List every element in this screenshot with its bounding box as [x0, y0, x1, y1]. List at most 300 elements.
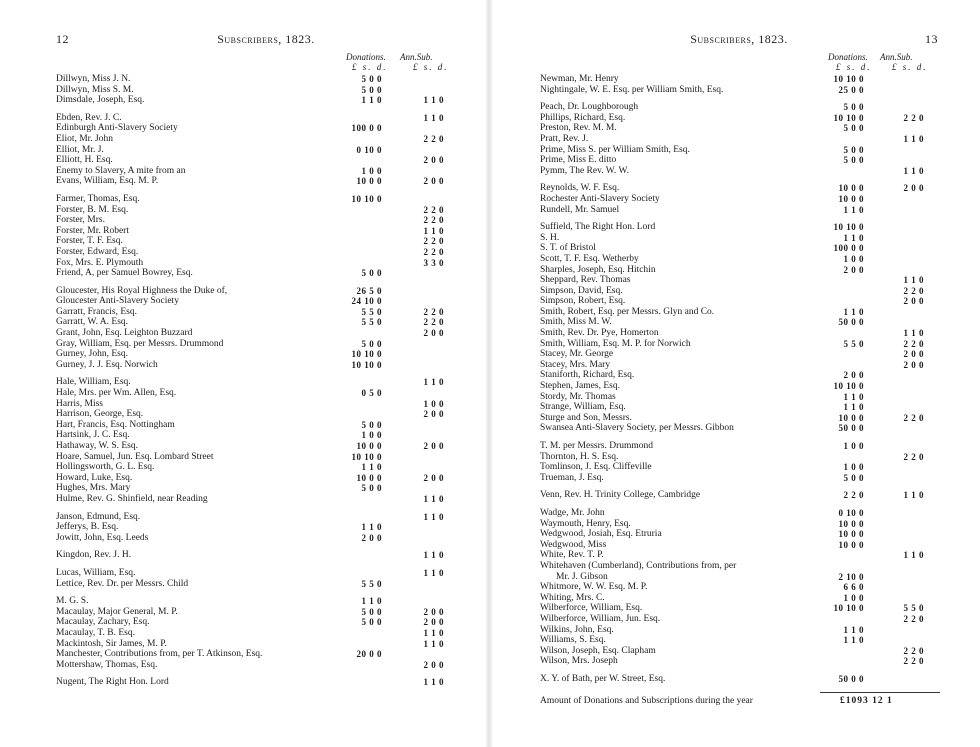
table-row: [56, 512, 476, 523]
table-row: [56, 74, 476, 85]
annual-sub-amount: 1 1 0: [423, 225, 444, 236]
annual-sub-amount: 1 1 0: [423, 627, 444, 638]
table-row: [540, 85, 938, 96]
donation-amount: 5 0 0: [843, 155, 864, 166]
table-row: [540, 550, 938, 561]
donation-amount: 1 1 0: [843, 391, 864, 402]
subscriber-name: Jefferys, B. Esq.: [56, 522, 119, 533]
subscriber-name: Hughes, Mrs. Mary: [56, 483, 131, 494]
subscriber-name: Whitmore, W. W. Esq. M. P.: [540, 582, 648, 593]
subscriber-name: Rundell, Mr. Samuel: [540, 204, 620, 215]
table-row: [56, 409, 476, 420]
subscriber-name: Gloucester Anti-Slavery Society: [56, 296, 179, 307]
subscriber-name: Macaulay, T. B. Esq.: [56, 627, 135, 638]
donation-amount: 10 10 0: [351, 193, 382, 204]
annual-sub-amount: 2 0 0: [423, 617, 444, 628]
table-row: [56, 155, 476, 166]
table-row: [56, 268, 476, 279]
donation-amount: 2 0 0: [843, 264, 864, 275]
annual-sub-amount: 2 2 0: [423, 215, 444, 226]
table-row: [56, 452, 476, 463]
subscriber-name: Hale, William, Esq.: [56, 377, 131, 388]
table-row: [540, 490, 938, 501]
subscriber-name: Hoare, Samuel, Jun. Esq. Lombard Street: [56, 451, 214, 462]
donation-amount: 100 0 0: [351, 123, 382, 134]
subscriber-name: Hulme, Rev. G. Shinfield, near Reading: [56, 493, 208, 504]
subscriber-name: Stacey, Mr. George: [540, 349, 614, 360]
table-row: [540, 635, 938, 646]
subscriber-name: Forster, B. M. Esq.: [56, 204, 129, 215]
subscriber-name: Friend, A, per Samuel Bowrey, Esq.: [56, 268, 193, 279]
subscriber-name: Sharples, Joseph, Esq. Hitchin: [540, 264, 656, 275]
total-value: £1093 12 1: [840, 696, 893, 707]
subscriber-name: Dillwyn, Miss S. M.: [56, 84, 134, 95]
subscriber-name: Macaulay, Zachary, Esq.: [56, 617, 150, 628]
subscriber-name: T. M. per Messrs. Drummond: [540, 441, 654, 451]
subscriber-name: Rochester Anti-Slavery Society: [540, 193, 660, 204]
subscriber-name: Mottershaw, Thomas, Esq.: [56, 659, 158, 670]
annual-sub-amount: 2 0 0: [423, 441, 444, 451]
subscriber-name: Phillips, Richard, Esq.: [540, 112, 626, 123]
donation-amount: 5 5 0: [361, 578, 382, 589]
subscriber-name: Eliot, Mr. John: [56, 133, 114, 144]
annual-sub-heading: Ann.Sub.: [880, 52, 913, 62]
annual-sub-amount: 1 1 0: [423, 638, 444, 649]
subscriber-name: Stephen, James, Esq.: [540, 381, 620, 392]
donation-amount: 5 0 0: [361, 74, 382, 84]
donation-amount: 5 0 0: [843, 102, 864, 113]
subscriber-name: Howard, Luke, Esq.: [56, 472, 133, 483]
subscriber-name: Mackintosh, Sir James, M. P.: [56, 638, 167, 649]
subscriber-name: Venn, Rev. H. Trinity College, Cambridge: [540, 490, 701, 501]
donation-amount: 2 0 0: [361, 532, 382, 543]
annual-sub-amount: 1 1 0: [903, 275, 924, 286]
donation-amount: 1 0 0: [843, 462, 864, 473]
subscriber-name: Wilkins, John, Esq.: [540, 624, 614, 635]
table-row: [540, 155, 938, 166]
table-row: [56, 607, 476, 618]
donation-amount: 10 0 0: [838, 539, 864, 550]
subscriber-name: Hart, Francis, Esq. Nottingham: [56, 419, 175, 430]
table-row: [540, 286, 938, 297]
donation-amount: 1 0 0: [361, 165, 382, 176]
donation-amount: 2 10 0: [838, 571, 864, 582]
table-row: [540, 123, 938, 134]
table-row: [56, 286, 476, 297]
table-row: [56, 483, 476, 494]
table-row: [56, 328, 476, 339]
page-number: 13: [925, 32, 938, 46]
table-row: [540, 205, 938, 216]
subscriber-name: Wilberforce, William, Esq.: [540, 603, 643, 614]
donation-amount: 1 0 0: [843, 592, 864, 603]
donation-amount: 26 5 0: [356, 285, 382, 296]
annual-sub-amount: 2 2 0: [903, 112, 924, 123]
subscriber-name: Smith, William, Esq. M. P. for Norwich: [540, 338, 691, 349]
annual-sub-amount: 2 2 0: [423, 236, 444, 247]
subscriber-list: [56, 74, 476, 688]
subscriber-name: Forster, Mr. Robert: [56, 225, 129, 236]
subscriber-name: Strange, William, Esq.: [540, 402, 626, 413]
donation-amount: 24 10 0: [351, 296, 382, 307]
donation-amount: 1 1 0: [843, 204, 864, 215]
annual-sub-amount: 2 0 0: [423, 409, 444, 420]
donation-amount: 5 5 0: [361, 306, 382, 317]
table-row: [56, 339, 476, 350]
annual-sub-amount: 2 0 0: [903, 359, 924, 370]
subscriber-name: Gloucester, His Royal Highness the Duke of,: [56, 285, 228, 296]
donation-amount: 10 10 0: [833, 603, 864, 614]
table-row: [540, 296, 938, 307]
table-row: [540, 646, 938, 657]
table-row: [540, 572, 938, 583]
subscriber-name: Prime, Miss S. per William Smith, Esq.: [540, 144, 690, 155]
annual-sub-amount: 2 0 0: [423, 472, 444, 483]
annual-sub-amount: 1 1 0: [423, 677, 444, 688]
donation-amount: 5 0 0: [361, 338, 382, 349]
running-head: [56, 32, 476, 52]
table-row: [56, 95, 476, 106]
table-row: [540, 349, 938, 360]
donation-amount: 2 2 0: [843, 490, 864, 501]
subscriber-name: Prime, Miss E. ditto: [540, 155, 617, 166]
subscriber-name: Dimsdale, Joseph, Esq.: [56, 95, 145, 106]
donation-amount: 5 0 0: [361, 606, 382, 617]
subscriber-name: Farmer, Thomas, Esq.: [56, 193, 140, 204]
table-row: [56, 660, 476, 671]
running-head: [540, 32, 938, 52]
subscriber-name: Whiting, Mrs. C.: [540, 592, 605, 603]
table-row: [540, 540, 938, 551]
table-row: [540, 614, 938, 625]
subscriber-name: Wilson, Mrs. Joseph: [540, 656, 618, 667]
subscriber-name: Wadge, Mr. John: [540, 507, 605, 518]
table-row: [540, 370, 938, 381]
annual-sub-amount: 2 2 0: [903, 285, 924, 296]
donation-amount: 10 10 0: [351, 349, 382, 360]
table-row: [56, 226, 476, 237]
donation-amount: 10 0 0: [356, 176, 382, 187]
annual-sub-amount: 1 1 0: [423, 95, 444, 106]
subscriber-name: Manchester, Contributions from, per T. Atkinson, Esq.: [56, 649, 263, 660]
subscriber-name: Sheppard, Rev. Thomas: [540, 275, 631, 286]
subscriber-name: Peach, Dr. Loughborough: [540, 102, 639, 113]
table-row: [540, 183, 938, 194]
annual-units: £ s. d.: [413, 62, 449, 72]
donations-units: £ s. d.: [352, 62, 388, 72]
table-row: [56, 145, 476, 156]
table-row: [540, 423, 938, 434]
donation-amount: 5 0 0: [361, 617, 382, 628]
table-row: [540, 339, 938, 350]
annual-sub-heading: Ann.Sub.: [400, 52, 433, 62]
table-row: [540, 102, 938, 113]
subscriber-name: Gurney, J. J. Esq. Norwich: [56, 359, 158, 370]
running-title: Subscribers, 1823.: [217, 32, 315, 46]
table-row: [56, 596, 476, 607]
table-row: [56, 113, 476, 124]
subscriber-name: Preston, Rev. M. M.: [540, 123, 617, 134]
subscriber-name: S. H.: [540, 232, 560, 243]
table-row: [56, 430, 476, 441]
table-row: [56, 388, 476, 399]
subscriber-name: Thornton, H. S. Esq.: [540, 451, 619, 462]
subscriber-name: Elliott, H. Esq.: [56, 155, 113, 166]
table-row: [540, 360, 938, 371]
table-row: [56, 677, 476, 688]
subscriber-name: Wilson, Joseph, Esq. Clapham: [540, 645, 656, 656]
subscriber-name: Hathaway, W. S. Esq.: [56, 441, 138, 451]
donations-units: £ s. d.: [836, 62, 872, 72]
annual-sub-amount: 1 1 0: [903, 165, 924, 176]
subscriber-name: Pratt, Rev. J.: [540, 133, 589, 144]
subscriber-name: Whitehaven (Cumberland), Contributions from, per: [540, 560, 737, 571]
donation-amount: 25 0 0: [838, 84, 864, 95]
subscriber-name: Lucas, William, Esq.: [56, 567, 136, 578]
donation-amount: 1 1 0: [361, 95, 382, 106]
table-row: [56, 522, 476, 533]
annual-sub-amount: 2 2 0: [903, 412, 924, 423]
table-row: [540, 519, 938, 530]
subscriber-name: Suffield, The Right Hon. Lord: [540, 222, 656, 233]
table-row: [540, 561, 938, 572]
donation-amount: 5 0 0: [361, 84, 382, 95]
subscriber-name: Wedgwood, Miss: [540, 539, 607, 550]
subscriber-name: Hartsink, J. C. Esq.: [56, 430, 130, 441]
subscriber-name: M. G. S.: [56, 596, 89, 607]
annual-sub-amount: 2 0 0: [903, 183, 924, 194]
annual-sub-amount: 2 2 0: [903, 338, 924, 349]
subscriber-name: Elliot, Mr. J.: [56, 144, 104, 155]
subscriber-name: Wilberforce, William, Jun. Esq.: [540, 613, 661, 624]
table-row: [540, 656, 938, 667]
subscriber-name: Ebden, Rev. J. C.: [56, 112, 122, 123]
annual-sub-amount: 2 0 0: [423, 659, 444, 670]
annual-sub-amount: 2 0 0: [423, 328, 444, 339]
annual-sub-amount: 1 1 0: [423, 377, 444, 388]
donation-amount: 10 0 0: [356, 441, 382, 451]
table-row: [540, 402, 938, 413]
table-row: [56, 628, 476, 639]
donation-amount: 1 0 0: [843, 253, 864, 264]
table-row: [56, 377, 476, 388]
table-row: [56, 247, 476, 258]
annual-sub-amount: 2 0 0: [423, 606, 444, 617]
table-row: [56, 85, 476, 96]
table-row: [540, 145, 938, 156]
table-row: [56, 494, 476, 505]
donation-amount: 1 1 0: [843, 624, 864, 635]
subscriber-name: Forster, Mrs.: [56, 215, 105, 226]
subscriber-name: Harris, Miss: [56, 398, 103, 409]
donation-amount: 1 1 0: [843, 232, 864, 243]
page-number: 12: [56, 32, 69, 46]
right-page: [490, 0, 980, 747]
subscriber-name: Lettice, Rev. Dr. per Messrs. Child: [56, 578, 189, 589]
subscriber-name: Enemy to Slavery, A mite from an: [56, 165, 186, 176]
donation-amount: 1 1 0: [843, 306, 864, 317]
annual-sub-amount: 2 0 0: [903, 349, 924, 360]
subscriber-name: Edinburgh Anti-Slavery Society: [56, 123, 178, 134]
subscriber-name: Simpson, Robert, Esq.: [540, 296, 626, 307]
table-row: [540, 233, 938, 244]
subscriber-name: X. Y. of Bath, per W. Street, Esq.: [540, 673, 666, 684]
donations-heading: Donations.: [828, 52, 868, 62]
table-row: [540, 194, 938, 205]
donation-amount: 10 0 0: [838, 529, 864, 540]
table-row: [540, 113, 938, 124]
subscriber-name: Fox, Mrs. E. Plymouth: [56, 257, 144, 268]
total-rule: [820, 692, 940, 693]
annual-sub-amount: 5 5 0: [903, 603, 924, 614]
table-row: [56, 349, 476, 360]
donation-amount: 50 0 0: [838, 423, 864, 434]
table-row: [56, 441, 476, 452]
subscriber-name: Hollingsworth, G. L. Esq.: [56, 462, 155, 473]
column-headings: [540, 52, 938, 74]
subscriber-name: Wedgwood, Josiah, Esq. Etruria: [540, 529, 662, 540]
annual-sub-amount: 1 1 0: [903, 490, 924, 501]
subscriber-name: Scott, T. F. Esq. Wetherby: [540, 253, 639, 264]
donation-amount: 1 0 0: [361, 430, 382, 441]
table-row: [540, 473, 938, 484]
subscriber-name: Mr. J. Gibson: [556, 571, 608, 582]
table-row: [540, 508, 938, 519]
table-row: [540, 275, 938, 286]
donation-amount: 1 0 0: [843, 441, 864, 451]
table-row: [540, 381, 938, 392]
table-row: [540, 134, 938, 145]
table-row: [56, 194, 476, 205]
table-row: [56, 639, 476, 650]
table-row: [56, 317, 476, 328]
annual-sub-amount: 2 2 0: [423, 246, 444, 257]
table-row: [56, 420, 476, 431]
donation-amount: 10 0 0: [356, 472, 382, 483]
subscriber-name: Forster, T. F. Esq.: [56, 236, 123, 247]
donation-amount: 10 0 0: [838, 183, 864, 194]
annual-sub-amount: 2 2 0: [903, 451, 924, 462]
donation-amount: 5 0 0: [843, 123, 864, 134]
subscriber-name: Smith, Rev. Dr. Pye, Homerton: [540, 328, 659, 339]
annual-sub-amount: 1 1 0: [423, 567, 444, 578]
subscriber-name: S. T. of Bristol: [540, 243, 596, 254]
subscriber-name: Gray, William, Esq. per Messrs. Drummond: [56, 338, 224, 349]
subscriber-name: Evans, William, Esq. M. P.: [56, 176, 159, 187]
subscriber-name: Dillwyn, Miss J. N.: [56, 74, 131, 84]
annual-sub-amount: 2 2 0: [423, 133, 444, 144]
annual-sub-amount: 2 2 0: [423, 317, 444, 328]
total-label: Amount of Donations and Subscriptions during the year: [540, 696, 753, 707]
donation-amount: 5 0 0: [361, 419, 382, 430]
donation-amount: 5 0 0: [361, 483, 382, 494]
subscriber-name: Sturge and Son, Messrs.: [540, 412, 632, 423]
table-row: [540, 462, 938, 473]
subscriber-name: Grant, John, Esq. Leighton Buzzard: [56, 328, 193, 339]
subscriber-name: Newman, Mr. Henry: [540, 74, 619, 84]
table-row: [56, 533, 476, 544]
donation-amount: 50 0 0: [838, 673, 864, 684]
total-row: [540, 696, 938, 710]
table-row: [540, 625, 938, 636]
donation-amount: 0 5 0: [361, 388, 382, 399]
donation-amount: 5 0 0: [843, 144, 864, 155]
annual-sub-amount: 2 2 0: [903, 613, 924, 624]
subscriber-name: Tomlinson, J. Esq. Cliffeville: [540, 462, 652, 473]
column-headings: [56, 52, 476, 74]
subscriber-name: Forster, Edward, Esq.: [56, 246, 139, 257]
subscriber-name: Williams, S. Esq.: [540, 635, 606, 646]
table-row: [56, 205, 476, 216]
table-row: [540, 243, 938, 254]
subscriber-name: Stacey, Mrs. Mary: [540, 359, 611, 370]
donation-amount: 6 6 0: [843, 582, 864, 593]
donation-amount: 10 10 0: [833, 74, 864, 84]
annual-sub-amount: 1 1 0: [903, 133, 924, 144]
donation-amount: 10 10 0: [833, 112, 864, 123]
table-row: [56, 649, 476, 660]
subscriber-name: Stordy, Mr. Thomas: [540, 391, 616, 402]
table-row: [540, 603, 938, 614]
donation-amount: 10 10 0: [351, 451, 382, 462]
subscriber-name: Waymouth, Henry, Esq.: [540, 518, 631, 529]
table-row: [540, 74, 938, 85]
table-row: [540, 166, 938, 177]
annual-sub-amount: 2 0 0: [423, 176, 444, 187]
annual-sub-amount: 2 2 0: [423, 306, 444, 317]
table-row: [56, 134, 476, 145]
donation-amount: 1 1 0: [843, 635, 864, 646]
table-row: [56, 215, 476, 226]
donation-amount: 5 0 0: [843, 472, 864, 483]
table-row: [540, 452, 938, 463]
table-row: [540, 307, 938, 318]
table-row: [540, 265, 938, 276]
table-row: [56, 176, 476, 187]
annual-sub-amount: 1 1 0: [423, 511, 444, 522]
subscriber-name: White, Rev. T. P.: [540, 550, 604, 561]
donation-amount: 10 10 0: [351, 359, 382, 370]
subscriber-name: Kingdon, Rev. J. H.: [56, 550, 132, 561]
subscriber-name: Pymm, The Rev. W. W.: [540, 165, 629, 176]
subscriber-name: Harrison, George, Esq.: [56, 409, 144, 420]
table-row: [56, 462, 476, 473]
table-row: [56, 568, 476, 579]
donation-amount: 1 1 0: [843, 402, 864, 413]
annual-sub-amount: 2 2 0: [903, 645, 924, 656]
subscriber-name: Staniforth, Richard, Esq.: [540, 370, 635, 381]
subscriber-name: Janson, Edmund, Esq.: [56, 511, 141, 522]
table-row: [56, 258, 476, 269]
subscriber-name: Garratt, W. A. Esq.: [56, 317, 129, 328]
annual-sub-amount: 1 1 0: [903, 550, 924, 561]
table-row: [540, 413, 938, 424]
annual-sub-amount: 1 1 0: [423, 493, 444, 504]
table-row: [56, 579, 476, 590]
subscriber-name: Gurney, John, Esq.: [56, 349, 128, 360]
table-row: [56, 307, 476, 318]
table-row: [56, 166, 476, 177]
subscriber-name: Hale, Mrs. per Wm. Allen, Esq.: [56, 388, 177, 399]
donation-amount: 10 0 0: [838, 518, 864, 529]
table-row: [540, 317, 938, 328]
annual-sub-amount: 2 2 0: [903, 656, 924, 667]
table-row: [540, 254, 938, 265]
subscriber-name: Jowitt, John, Esq. Leeds: [56, 532, 149, 543]
donation-amount: 100 0 0: [833, 243, 864, 254]
annual-sub-amount: 3 3 0: [423, 257, 444, 268]
annual-units: £ s. d.: [892, 62, 928, 72]
